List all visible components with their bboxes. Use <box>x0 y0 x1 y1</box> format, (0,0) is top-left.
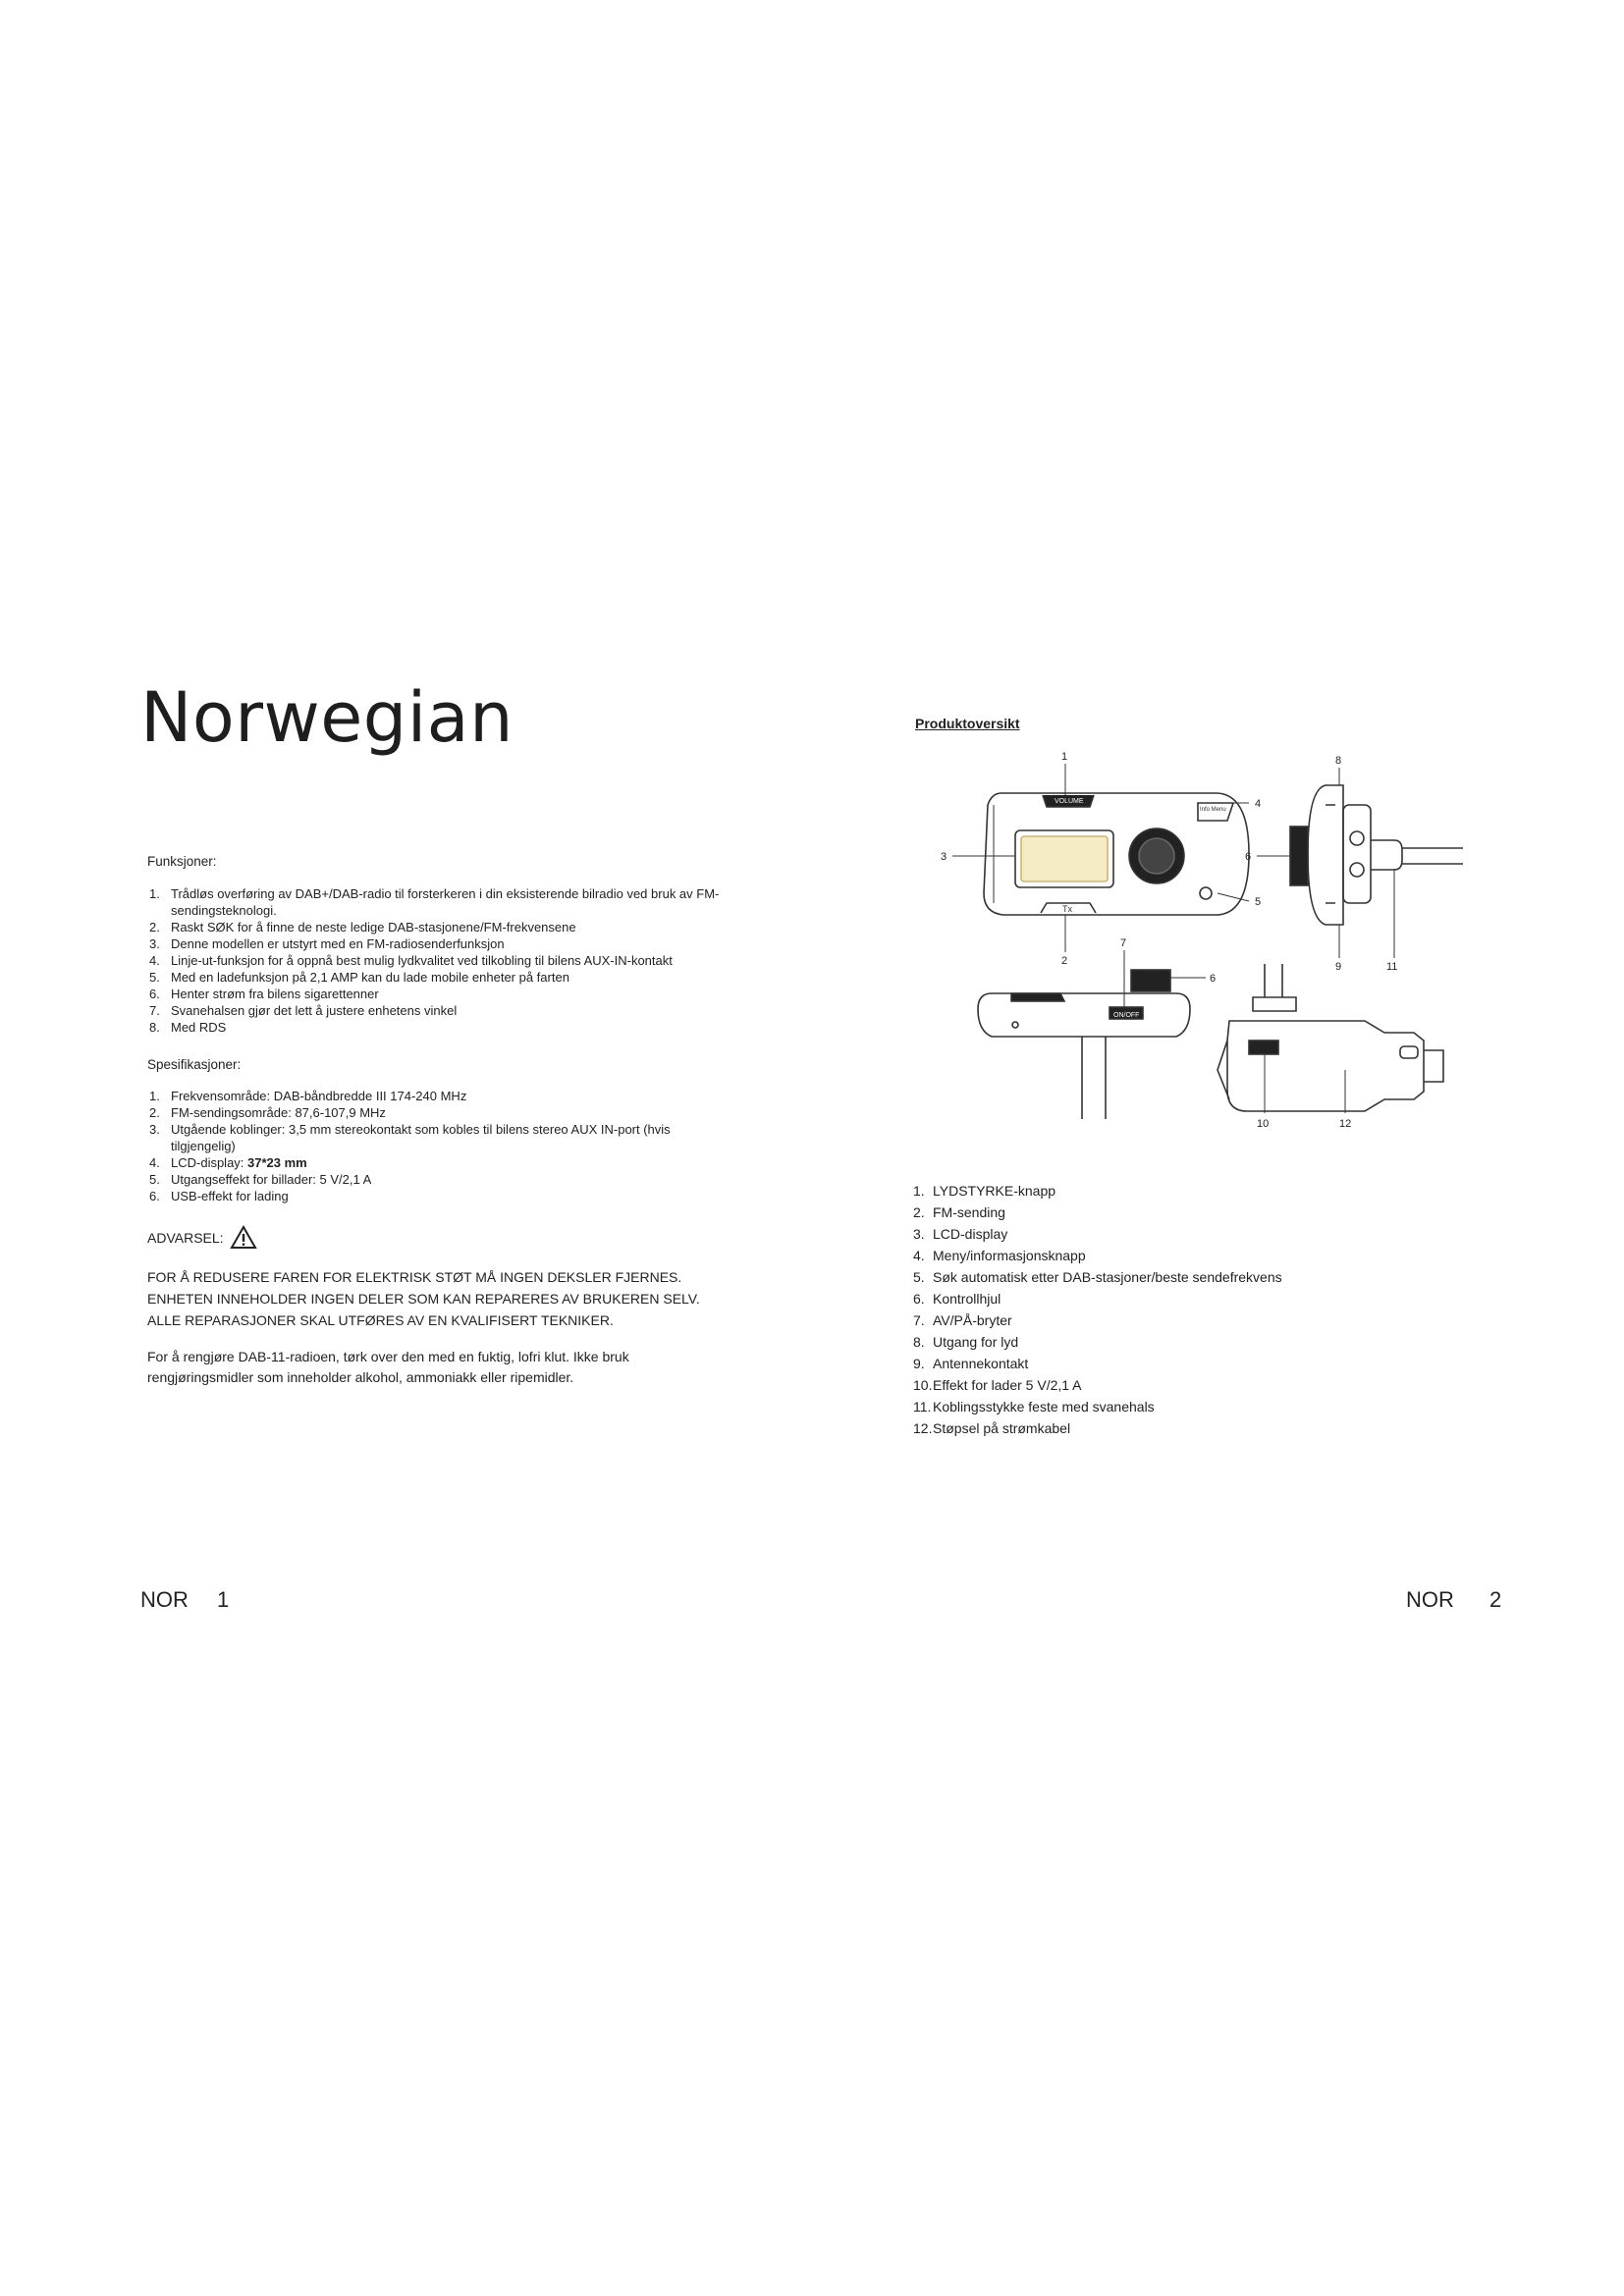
funksjon-item-number: 2. <box>149 920 160 934</box>
callout-2: 2 <box>1061 955 1068 967</box>
part-item <box>913 1396 1404 1417</box>
callout-10: 10 <box>1257 1118 1270 1130</box>
spesifikasjon-item <box>143 1121 732 1154</box>
funksjon-item-text: Denne modellen er utstyrt med en FM-radiosenderfunksjon <box>171 936 505 951</box>
tx-label: Tx <box>1062 904 1072 914</box>
part-item-text: Meny/informasjonsknapp <box>933 1248 1086 1263</box>
callout-3: 3 <box>941 851 947 863</box>
part-item-number: 1. <box>913 1183 925 1199</box>
part-item-text: FM-sending <box>933 1204 1005 1220</box>
part-item-number: 9. <box>913 1356 925 1371</box>
parts-list <box>913 1180 1404 1439</box>
part-item <box>913 1201 1404 1223</box>
part-item-number: 11. <box>913 1399 932 1415</box>
funksjon-item-number: 3. <box>149 936 160 951</box>
part-item-text: LCD-display <box>933 1226 1008 1242</box>
funksjon-item <box>143 885 732 919</box>
part-item <box>913 1223 1404 1245</box>
onoff-label: ON/OFF <box>1113 1012 1140 1019</box>
volume-label: VOLUME <box>1055 798 1084 805</box>
part-item <box>913 1417 1404 1439</box>
funksjon-item <box>143 935 732 952</box>
spesifikasjon-item <box>143 1188 732 1204</box>
part-item-number: 5. <box>913 1269 925 1285</box>
footer-right-page-number: 2 <box>1489 1587 1502 1612</box>
funksjon-item <box>143 1002 732 1019</box>
side-wheel <box>1290 827 1308 885</box>
spesifikasjon-item-number: 2. <box>149 1105 160 1120</box>
footer-left-page-number: 1 <box>217 1587 230 1612</box>
spesifikasjon-item <box>143 1171 732 1188</box>
spesifikasjon-item <box>143 1154 732 1171</box>
warning-label-row <box>147 1225 257 1250</box>
part-item-number: 10. <box>913 1377 933 1393</box>
part-item-number: 8. <box>913 1334 925 1350</box>
funksjon-item <box>143 952 732 969</box>
part-item <box>913 1288 1404 1309</box>
footer-right-label: NOR <box>1406 1587 1454 1612</box>
part-item-text: Søk automatisk etter DAB-stasjoner/beste sendefrekvens <box>933 1269 1282 1285</box>
part-item <box>913 1331 1404 1353</box>
info-menu-label: Info Menu <box>1200 807 1226 813</box>
funksjon-item-text: Raskt SØK for å finne de neste ledige DAB-stasjonene/FM-frekvensene <box>171 920 576 934</box>
page-title: Norwegian <box>140 677 514 758</box>
callout-1: 1 <box>1061 751 1068 763</box>
funksjon-item-text: Linje-ut-funksjon for å oppnå best mulig lydkvalitet ved tilkobling til bilens AUX-IN-kontakt <box>171 953 673 968</box>
product-diagram <box>933 746 1463 1139</box>
part-item-text: Antennekontakt <box>933 1356 1029 1371</box>
warning-label: ADVARSEL: <box>147 1229 224 1246</box>
spesifikasjon-item-text: LCD-display: 37*23 mm <box>171 1155 307 1170</box>
part-item <box>913 1266 1404 1288</box>
funksjon-item-number: 5. <box>149 970 160 985</box>
diagram-button-text <box>1055 798 1084 805</box>
funksjon-item-text: Trådløs overføring av DAB+/DAB-radio til forsterkeren i din eksisterende bilradio ved bruk av FM-sendingsteknologi. <box>171 886 720 918</box>
part-item-number: 2. <box>913 1204 925 1220</box>
spesifikasjon-item-text: Utgangseffekt for billader: 5 V/2,1 A <box>171 1172 372 1187</box>
part-item-text: Utgang for lyd <box>933 1334 1019 1350</box>
top-wheel <box>1131 970 1170 991</box>
spesifikasjon-item-number: 1. <box>149 1089 160 1103</box>
spesifikasjon-item-number: 5. <box>149 1172 160 1187</box>
spesifikasjon-item-number: 3. <box>149 1122 160 1137</box>
warning-body: FOR Å REDUSERE FAREN FOR ELEKTRISK STØT MÅ INGEN DEKSLER FJERNES. ENHETEN INNEHOLDER INGEN DELER SOM KAN REPARERES AV BRUKEREN SELV. ALLE REPARASJONER SKAL UTFØRES AV EN KVALIFISERT TEKNIKER. <box>147 1269 700 1328</box>
funksjon-item-text: Med RDS <box>171 1020 227 1035</box>
part-item-text: AV/PÅ-bryter <box>933 1312 1012 1328</box>
spesifikasjon-item-text: Utgående koblinger: 3,5 mm stereokontakt som kobles til bilens stereo AUX IN-port (hvis tilgjengelig) <box>171 1122 671 1153</box>
warning-triangle-icon <box>230 1225 257 1250</box>
funksjoner-heading: Funksjoner: <box>147 854 217 869</box>
callout-6: 6 <box>1245 851 1252 863</box>
part-item <box>913 1374 1404 1396</box>
callout-8: 8 <box>1335 755 1342 767</box>
callout-12: 12 <box>1339 1118 1352 1130</box>
funksjon-item <box>143 1019 732 1036</box>
part-item-text: LYDSTYRKE-knapp <box>933 1183 1056 1199</box>
part-item-number: 12. <box>913 1420 933 1436</box>
footer-left-label: NOR <box>140 1587 189 1612</box>
part-item <box>913 1353 1404 1374</box>
part-item-number: 6. <box>913 1291 925 1307</box>
funksjon-item-text: Henter strøm fra bilens sigarettenner <box>171 987 379 1001</box>
funksjon-item-text: Svanehalsen gjør det lett å justere enhetens vinkel <box>171 1003 458 1018</box>
cleaning-instructions: For å rengjøre DAB-11-radioen, tørk over den med en fuktig, lofri klut. Ikke bruk rengjøringsmidler som inneholder alkohol, ammoniakk eller ripemidler. <box>147 1349 629 1385</box>
spesifikasjon-item-text: Frekvensområde: DAB-båndbredde III 174-240 MHz <box>171 1089 467 1103</box>
lcd-display <box>1021 836 1108 881</box>
part-item-text: Koblingsstykke feste med svanehals <box>933 1399 1155 1415</box>
produktoversikt-title: Produktoversikt <box>915 716 1020 731</box>
usb-port <box>1249 1041 1278 1054</box>
part-item-text: Kontrollhjul <box>933 1291 1001 1307</box>
callout-9: 9 <box>1335 961 1342 973</box>
part-item-number: 4. <box>913 1248 925 1263</box>
funksjon-item <box>143 986 732 1002</box>
callout-11: 11 <box>1386 961 1398 973</box>
part-item <box>913 1245 1404 1266</box>
callout-4: 4 <box>1255 798 1262 810</box>
part-item-text: Effekt for lader 5 V/2,1 A <box>933 1377 1082 1393</box>
callout-5: 5 <box>1255 896 1262 908</box>
spesifikasjoner-heading: Spesifikasjoner: <box>147 1057 242 1072</box>
spesifikasjoner-list <box>143 1088 732 1204</box>
spesifikasjon-item-text: FM-sendingsområde: 87,6-107,9 MHz <box>171 1105 386 1120</box>
part-item-number: 7. <box>913 1312 925 1328</box>
spesifikasjon-item <box>143 1088 732 1104</box>
part-item <box>913 1180 1404 1201</box>
funksjon-item-number: 6. <box>149 987 160 1001</box>
part-item-text: Støpsel på strømkabel <box>933 1420 1071 1436</box>
callout-6b: 6 <box>1210 973 1217 985</box>
spesifikasjon-item <box>143 1104 732 1121</box>
spesifikasjon-item-text: USB-effekt for lading <box>171 1189 289 1203</box>
funksjon-item-text: Med en ladefunksjon på 2,1 AMP kan du lade mobile enheter på farten <box>171 970 569 985</box>
funksjoner-list <box>143 885 732 1036</box>
spesifikasjon-item-number: 6. <box>149 1189 160 1203</box>
funksjon-item-number: 1. <box>149 886 160 901</box>
funksjon-item-number: 7. <box>149 1003 160 1018</box>
funksjon-item-number: 4. <box>149 953 160 968</box>
part-item-number: 3. <box>913 1226 925 1242</box>
funksjon-item <box>143 969 732 986</box>
funksjon-item <box>143 919 732 935</box>
part-item <box>913 1309 1404 1331</box>
funksjon-item-number: 8. <box>149 1020 160 1035</box>
callout-7: 7 <box>1120 937 1127 949</box>
spesifikasjon-item-number: 4. <box>149 1155 160 1170</box>
